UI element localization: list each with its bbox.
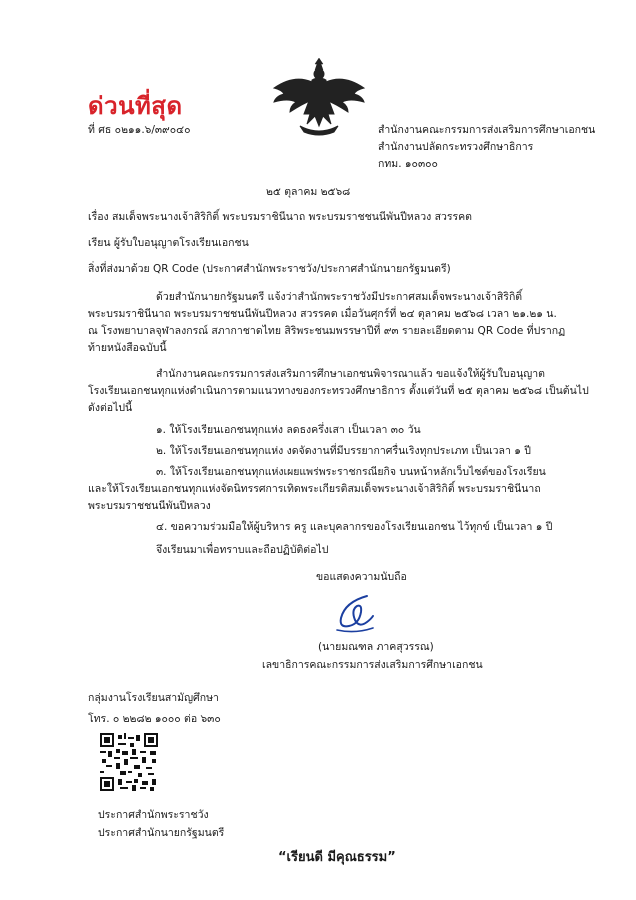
handwritten-signature-icon <box>333 590 377 638</box>
qr-code-icon[interactable] <box>100 733 158 791</box>
para1-line-1: ด้วยสำนักนายกรัฐมนตรี แจ้งว่าสำนักพระราชวังมีประกาศสมเด็จพระนางเจ้าสิริกิติ์ <box>156 291 523 303</box>
garuda-emblem-icon <box>270 52 368 136</box>
issuer-line-1: สำนักงานคณะกรรมการส่งเสริมการศึกษาเอกชน <box>378 124 596 136</box>
urgency-label: ด่วนที่สุด <box>88 92 183 120</box>
list-item-3-line-2: และให้โรงเรียนเอกชนทุกแห่งจัดนิทรรศการเทิดพระเกียรติสมเด็จพระนางเจ้าสิริกิติ์ พระบรมราชินีนาถ <box>88 483 541 495</box>
subject-line: เรื่อง สมเด็จพระนางเจ้าสิริกิติ์ พระบรมราชินีนาถ พระบรมราชชนนีพันปีหลวง สวรรคต <box>88 211 473 223</box>
qr-caption-line-2: ประกาศสำนักนายกรัฐมนตรี <box>98 827 225 839</box>
para1-line-4: ท้ายหนังสือฉบับนี้ <box>88 342 167 354</box>
document-date: ๒๕ ตุลาคม ๒๕๖๘ <box>266 186 351 198</box>
regards-text: ขอแสดงความนับถือ <box>316 571 407 583</box>
department-line: กลุ่มงานโรงเรียนสามัญศึกษา <box>88 692 219 704</box>
para1-line-2: พระบรมราชินีนาถ พระบรมราชชนนีพันปีหลวง สวรรคต เมื่อวันศุกร์ที่ ๒๔ ตุลาคม ๒๕๖๘ เวลา ๒๑.๒๑ น. <box>88 308 557 320</box>
signer-name: (นายมณฑล ภาคสุวรรณ) <box>318 641 434 653</box>
para2-line-3: ดังต่อไปนี้ <box>88 402 133 414</box>
list-item-2: ๒. ให้โรงเรียนเอกชนทุกแห่ง งดจัดงานที่มีบรรยากาศรื่นเริงทุกประเภท เป็นเวลา ๑ ปี <box>156 445 531 457</box>
document-number: ที่ ศธ ๐๒๑๑.๖/๓๙๐๔๐ <box>88 124 191 136</box>
list-item-3-line-3: พระบรมราชชนนีพันปีหลวง <box>88 500 211 512</box>
qr-caption-line-1: ประกาศสำนักพระราชวัง <box>98 809 209 821</box>
para1-line-3: ณ โรงพยาบาลจุฬาลงกรณ์ สภากาชาดไทย สิริพระชนมพรรษาปีที่ ๙๓ รายละเอียดตาม QR Code ที่ปรากฏ <box>88 325 566 337</box>
list-item-3-line-1: ๓. ให้โรงเรียนเอกชนทุกแห่งเผยแพร่พระราชกรณียกิจ บนหน้าหลักเว็บไซต์ของโรงเรียน <box>156 466 546 478</box>
issuer-line-2: สำนักงานปลัดกระทรวงศึกษาธิการ <box>378 141 534 153</box>
closing-request: จึงเรียนมาเพื่อทราบและถือปฏิบัติต่อไป <box>156 544 329 556</box>
school-slogan: “เรียนดี มีคุณธรรม” <box>278 850 396 865</box>
list-item-4: ๔. ขอความร่วมมือให้ผู้บริหาร ครู และบุคลากรของโรงเรียนเอกชน ไว้ทุกข์ เป็นเวลา ๑ ปี <box>156 521 553 533</box>
para2-line-1: สำนักงานคณะกรรมการส่งเสริมการศึกษาเอกชนพิจารณาแล้ว ขอแจ้งให้ผู้รับใบอนุญาต <box>156 368 545 380</box>
para2-line-2: โรงเรียนเอกชนทุกแห่งดำเนินการตามแนวทางของกระทรวงศึกษาธิการ ตั้งแต่วันที่ ๒๕ ตุลาคม ๒๕๖๘ เป็นต้นไป <box>88 385 589 397</box>
phone-line: โทร. ๐ ๒๒๘๒ ๑๐๐๐ ต่อ ๖๓๐ <box>88 713 221 725</box>
list-item-1: ๑. ให้โรงเรียนเอกชนทุกแห่ง ลดธงครึ่งเสา เป็นเวลา ๓๐ วัน <box>156 424 421 436</box>
recipient-line: เรียน ผู้รับใบอนุญาตโรงเรียนเอกชน <box>88 237 249 249</box>
issuer-line-3: กทม. ๑๐๓๐๐ <box>378 158 438 170</box>
attachment-line: สิ่งที่ส่งมาด้วย QR Code (ประกาศสำนักพระราชวัง/ประกาศสำนักนายกรัฐมนตรี) <box>88 263 451 275</box>
signer-position: เลขาธิการคณะกรรมการส่งเสริมการศึกษาเอกชน <box>262 659 483 671</box>
